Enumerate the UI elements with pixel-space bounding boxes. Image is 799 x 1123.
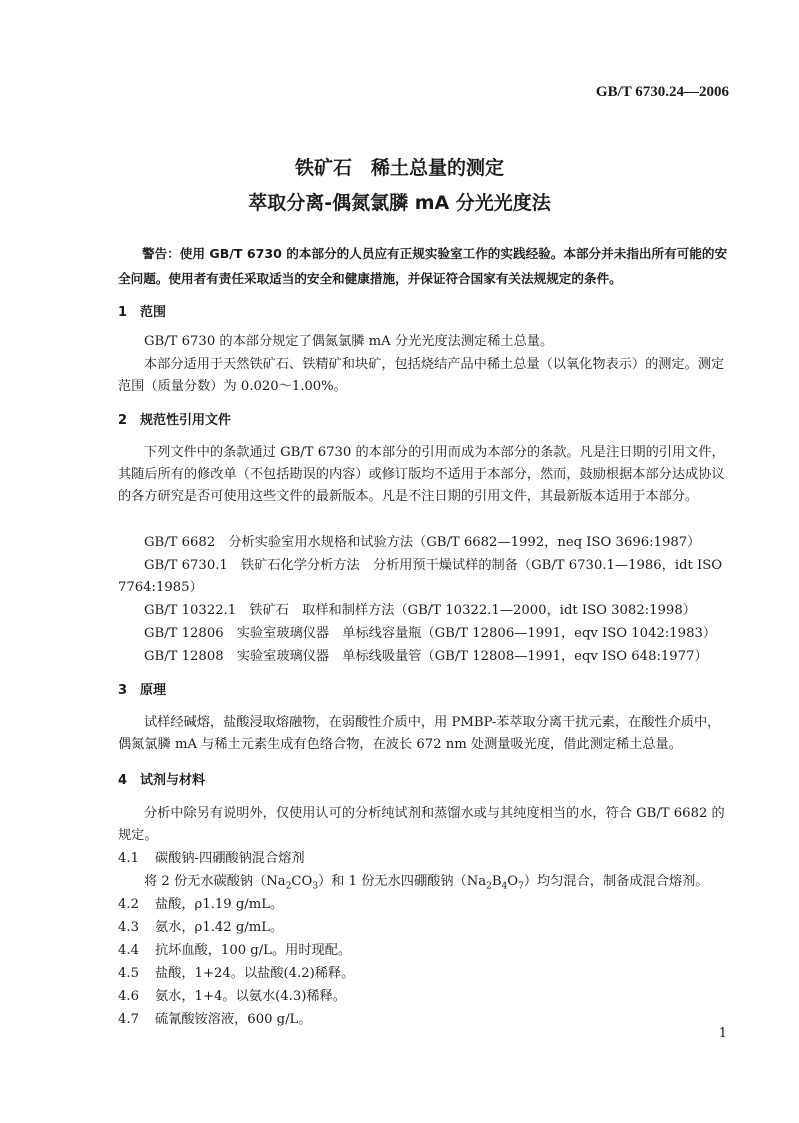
item-number: 4.2 [118,897,139,912]
reagent-item-4-5 [118,963,354,985]
flux-text: ）均匀混合，制备成混合熔剂。 [523,874,709,889]
section-4-heading: 4 试剂与材料 [118,773,206,788]
item-text: 盐酸，1+24。以盐酸(4.2)稀释。 [155,966,355,981]
reference-item: GB/T 6682 分析实验室用水规格和试验方法（GB/T 6682—1992，neq ISO 3696:1987） [144,535,701,550]
subscript: 7 [518,881,524,892]
item-number: 4.4 [118,943,139,958]
document-title-line1: 铁矿石 稀土总量的测定 [294,157,504,179]
item-text: 氨水，ρ1.42 g/mL。 [155,920,284,935]
reagent-item-4-2 [118,894,283,916]
document-title-line2: 萃取分离-偶氮氯膦 mA 分光光度法 [248,192,551,214]
section-4-para-1: 分析中除另有说明外，仅使用认可的分析纯试剂和蒸馏水或与其纯度相当的水，符合 GB/T 6682 的规定。 [118,806,725,843]
item-number: 4.7 [118,1012,139,1027]
item-number: 4.5 [118,966,139,981]
subscript: 3 [312,881,319,892]
reference-item: GB/T 12808 实验室玻璃仪器 单标线吸量管（GB/T 12808—1991，eqv ISO 648:1977） [144,649,708,664]
item-text: 氨水，1+4。以氨水(4.3)稀释。 [155,989,346,1004]
reference-item: GB/T 12806 实验室玻璃仪器 单标线容量瓶（GB/T 12806—1991，eqv ISO 1042:1983） [144,626,717,641]
reagent-item-4-4 [118,940,351,962]
flux-text: O [507,874,519,889]
subscript: 4 [501,881,508,892]
reference-item: GB/T 10322.1 铁矿石 取样和制样方法（GB/T 10322.1—2000，idt ISO 3082:1998） [144,603,696,618]
reagent-item-4-6 [118,986,346,1008]
flux-text: ）和 1 份无水四硼酸钠（Na [318,874,487,889]
flux-text: B [491,874,502,889]
flux-text: CO [291,874,313,889]
section-3-heading: 3 原理 [118,683,167,698]
section-2-heading: 2 规范性引用文件 [118,413,232,428]
flux-text: 将 2 份无水碳酸钠（Na [144,874,286,889]
section-1-para-2: 本部分适用于天然铁矿石、铁精矿和块矿，包括烧结产品中稀土总量（以氧化物表示）的测定。测定范围（质量分数）为 0.020～1.00%。 [118,357,725,394]
reagent-item-4-3 [118,917,283,939]
item-text: 碳酸钠-四硼酸钠混合熔剂 [155,851,305,866]
reagent-item-4-1 [118,848,305,870]
subscript: 2 [285,881,292,892]
item-text: 硫氰酸铵溶液，600 g/L。 [155,1012,312,1027]
section-2-para-1: 下列文件中的条款通过 GB/T 6730 的本部分的引用而成为本部分的条款。凡是注日期的引用文件，其随后所有的修改单（不包括勘误的内容）或修订版均不适用于本部分，然而，鼓励根据本部分达成协议的各方研究是否可使用这些文件的最新版本。凡是不注日期的引用文件，其最新版本适用于本部分。 [118,445,725,504]
item-number: 4.3 [118,920,139,935]
section-3-para-1: 试样经碱熔，盐酸浸取熔融物，在弱酸性介质中，用 PMBP-苯萃取分离干扰元素，在酸性介质中，偶氮氯膦 mA 与稀土元素生成有色络合物，在波长 672 nm 处测量吸光度，借此测定稀土总量。 [118,715,721,752]
item-number: 4.1 [118,851,139,866]
item-text: 盐酸，ρ1.19 g/mL。 [155,897,284,912]
item-text: 抗坏血酸，100 g/L。用时现配。 [155,943,352,958]
section-1-para-1: GB/T 6730 的本部分规定了偶氮氯膦 mA 分光光度法测定稀土总量。 [144,334,554,349]
reference-item: GB/T 6730.1 铁矿石化学分析方法 分析用预干燥试样的制备（GB/T 6730.1—1986，idt ISO 7764:1985） [118,558,723,595]
standard-code: GB/T 6730.24—2006 [595,84,729,100]
item-number: 4.6 [118,989,139,1004]
reagent-item-4-7 [118,1009,312,1031]
safety-warning: 警告：使用 GB/T 6730 的本部分的人员应有正规实验室工作的实践经验。本部分并未指出所有可能的安全问题。使用者有责任采取适当的安全和健康措施，并保证符合国家有关法规规定的条件。 [118,246,728,286]
subscript: 2 [486,881,492,892]
section-1-heading: 1 范围 [118,305,167,320]
page-number: 1 [718,1026,727,1041]
